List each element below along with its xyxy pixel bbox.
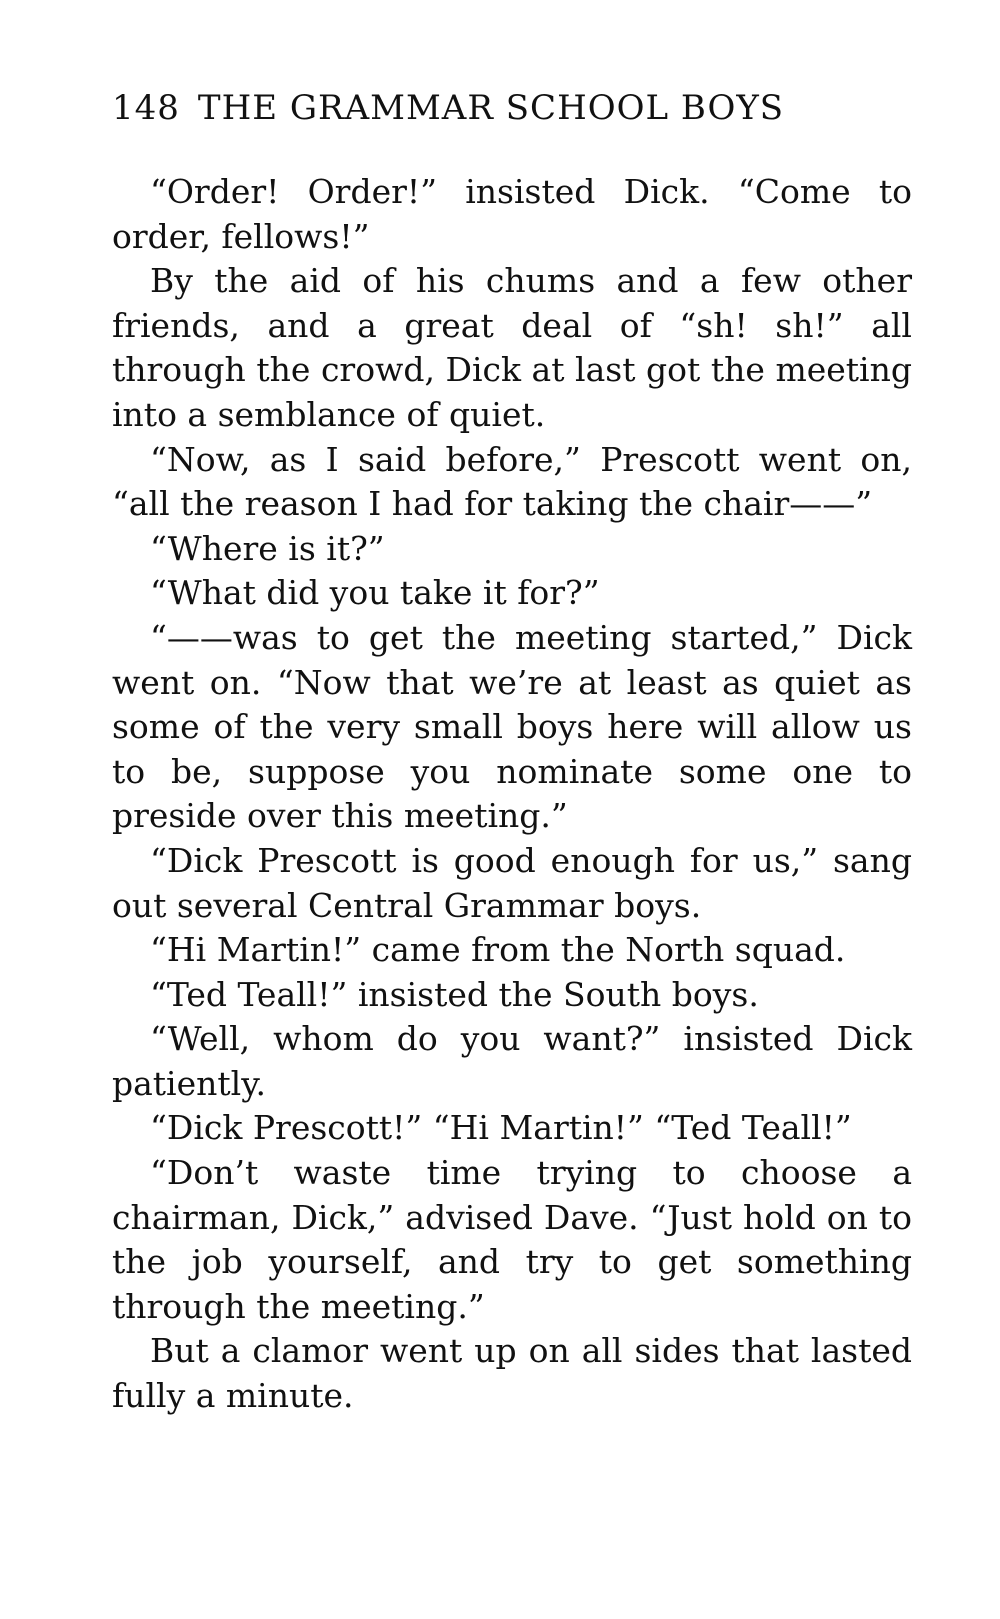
paragraph: “What did you take it for?”	[150, 573, 600, 613]
paragraph: “Now, as I said before,” Prescott went on, “all the reason I had for taking the chair——”	[112, 439, 912, 524]
paragraph: “Well, whom do you want?” insisted Dick patiently.	[112, 1019, 912, 1103]
paragraph: By the aid of his chums and a few other friends, and a great deal of “sh! sh!” all through the crowd, Dick at last got the meeting into a semblance of quiet.	[112, 261, 912, 434]
paragraph: “Hi Martin!” came from the North squad.	[150, 930, 846, 970]
book-page	[112, 82, 912, 1419]
paragraph: But a clamor went up on all sides that lasted fully a minute.	[112, 1331, 912, 1416]
paragraph: “——was to get the meeting started,” Dick went on. “Now that we’re at least as quiet as some of the very small boys here will allow us to be, suppose you nominate some one to preside over this meeting.”	[112, 617, 912, 836]
paragraph: “Order! Order!” insisted Dick. “Come to order, fellows!”	[112, 172, 912, 256]
body-text	[112, 170, 912, 1419]
running-title: THE GRAMMAR SCHOOL BOYS	[197, 88, 785, 128]
paragraph: “Don’t waste time trying to choose a chairman, Dick,” advised Dave. “Just hold on to the job yourself, and try to get something through the meeting.”	[112, 1153, 912, 1326]
paragraph: “Ted Teall!” insisted the South boys.	[150, 974, 759, 1014]
paragraph: “Dick Prescott!” “Hi Martin!” “Ted Teall!”	[150, 1108, 852, 1148]
page-number: 148	[112, 88, 180, 128]
running-head	[112, 82, 912, 134]
paragraph: “Where is it?”	[150, 528, 385, 568]
paragraph: “Dick Prescott is good enough for us,” sang out several Central Grammar boys.	[112, 840, 912, 925]
